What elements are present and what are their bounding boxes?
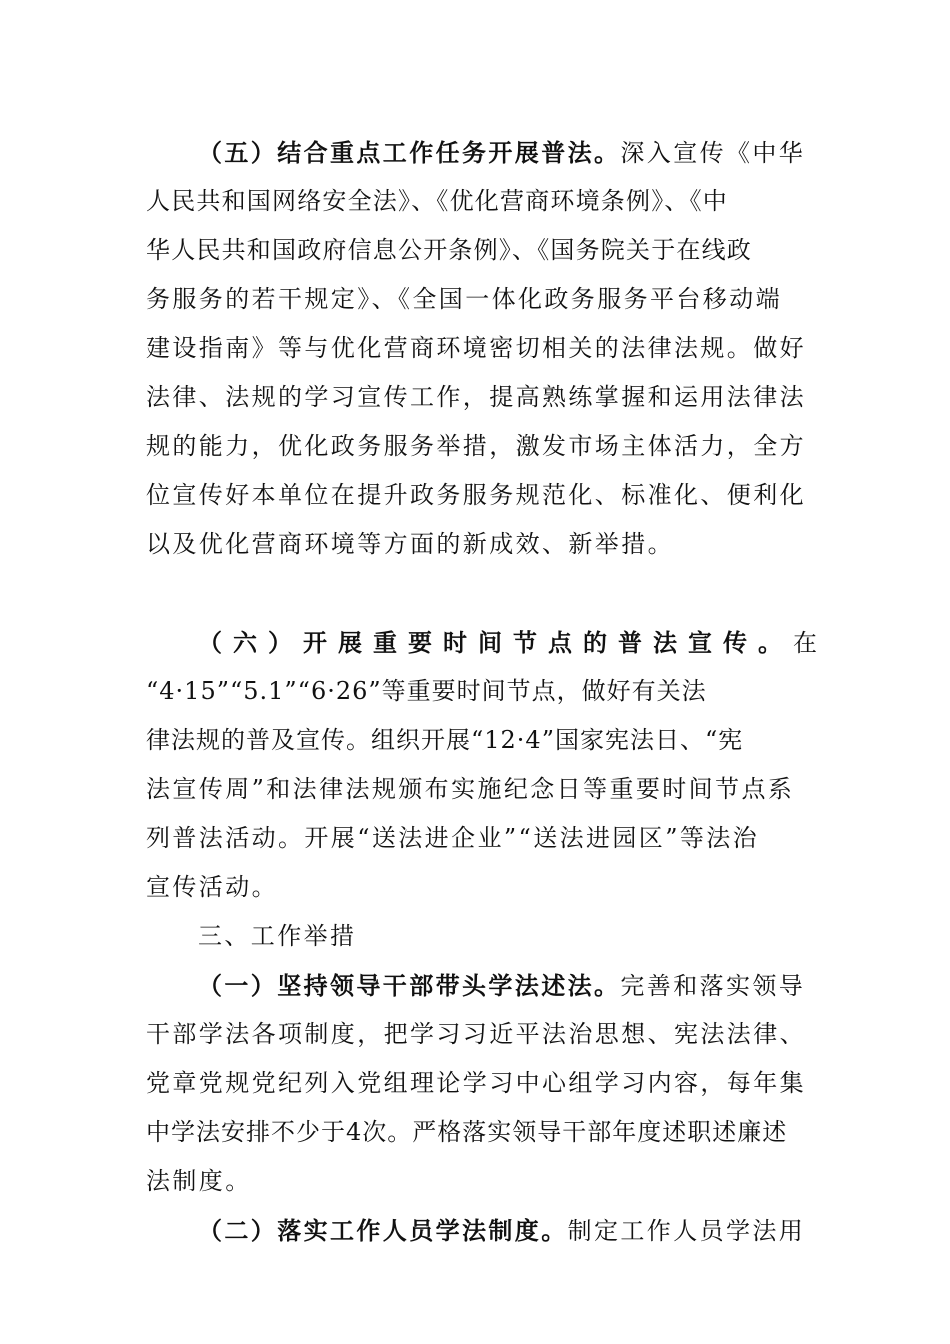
measure-1-text: 完善和落实领导 bbox=[620, 972, 806, 1000]
section-6-line: 律法规的普及宣传。组织开展“12·4”国家宪法日、“宪 bbox=[146, 726, 744, 754]
section-6-first-line bbox=[146, 618, 828, 667]
section-5-line: 规的能力，优化政务服务举措，激发市场主体活力，全方 bbox=[146, 432, 806, 460]
section-5-text: 深入宣传《中华 bbox=[620, 139, 806, 167]
measure-1-line: 党章党规党纪列入党组理论学习中心组学习内容，每年集 bbox=[146, 1069, 806, 1097]
document-page bbox=[146, 128, 828, 1255]
measure-1-line: 干部学法各项制度，把学习习近平法治思想、宪法法律、 bbox=[146, 1020, 806, 1048]
measure-2-heading: （二）落实工作人员学法制度。 bbox=[198, 1216, 568, 1245]
section-5-line: 法律、法规的学习宣传工作，提高熟练掌握和运用法律法 bbox=[146, 383, 806, 411]
section-5-line: 以及优化营商环境等方面的新成效、新举措。 bbox=[146, 530, 674, 558]
measure-1-line: 法制度。 bbox=[146, 1167, 252, 1195]
measure-1-first-line bbox=[146, 961, 806, 1010]
measure-1-heading: （一）坚持领导干部带头学法述法。 bbox=[198, 971, 621, 1000]
section-5-line: 人民共和国网络安全法》、《优化营商环境条例》、《中 bbox=[146, 187, 728, 215]
section-5-first-line bbox=[146, 128, 806, 177]
section-6-line: 法宣传周”和法律法规颁布实施纪念日等重要时间节点系 bbox=[146, 775, 795, 803]
section-6-text: 在 bbox=[793, 629, 828, 657]
section-5-heading: （五）结合重点工作任务开展普法。 bbox=[198, 138, 621, 167]
measure-2-text: 制定工作人员学法用 bbox=[567, 1217, 806, 1245]
measure-2-first-line bbox=[146, 1206, 806, 1255]
section-6-line: “4·15”“5.1”“6·26”等重要时间节点，做好有关法 bbox=[146, 677, 707, 705]
section-5-line: 华人民共和国政府信息公开条例》、《国务院关于在线政 bbox=[146, 236, 752, 264]
section-5-line: 务服务的若干规定》、《全国一体化政务服务平台移动端 bbox=[146, 285, 782, 313]
section-5-line bbox=[146, 569, 806, 618]
section-5-line: 建设指南》等与优化营商环境密切相关的法律法规。做好 bbox=[146, 334, 806, 362]
section-6-line: 宣传活动。 bbox=[146, 873, 278, 901]
section-5-line: 位宣传好本单位在提升政务服务规范化、标准化、便利化 bbox=[146, 481, 806, 509]
section-6-heading: （六）开展重要时间节点的普法宣传。 bbox=[198, 628, 793, 657]
section-6-line: 列普法活动。开展“送法进企业”“送法进园区”等法治 bbox=[146, 824, 760, 852]
part-3-heading: 三、工作举措 bbox=[198, 922, 357, 950]
measure-1-line: 中学法安排不少于4次。严格落实领导干部年度述职述廉述 bbox=[146, 1118, 788, 1146]
